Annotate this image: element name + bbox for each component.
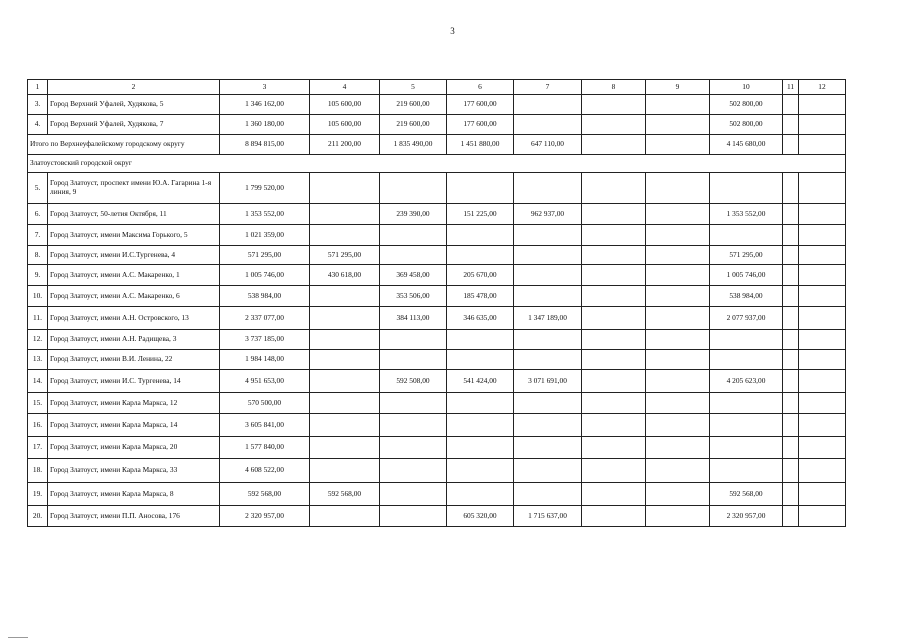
row-number: 18. [28, 459, 48, 483]
value-cell-col-7: 1 715 637,00 [514, 506, 582, 527]
value-cell-col-12 [799, 330, 846, 350]
value-cell-col-12 [799, 246, 846, 265]
value-cell-col-12 [799, 370, 846, 393]
value-cell-col-3: 538 984,00 [220, 286, 310, 307]
total-row [28, 135, 846, 155]
value-cell-col-4 [310, 350, 380, 370]
value-cell-col-10 [710, 173, 783, 204]
value-cell-col-7: 962 937,00 [514, 204, 582, 225]
value-cell-col-7 [514, 225, 582, 246]
value-cell-col-5: 353 506,00 [380, 286, 447, 307]
row-number: 20. [28, 506, 48, 527]
address-cell: Город Златоуст, имени Максима Горького, 5 [48, 225, 220, 246]
total-value-col-6: 1 451 880,00 [447, 135, 514, 155]
scan-edge-mark [8, 634, 28, 638]
address-cell: Город Верхний Уфалей, Худякова, 7 [48, 115, 220, 135]
column-number-4: 4 [310, 80, 380, 95]
total-value-col-3: 8 894 815,00 [220, 135, 310, 155]
value-cell-col-4 [310, 204, 380, 225]
table-row [28, 350, 846, 370]
value-cell-col-8 [582, 265, 646, 286]
value-cell-col-5: 369 458,00 [380, 265, 447, 286]
row-number: 13. [28, 350, 48, 370]
value-cell-col-10 [710, 437, 783, 459]
value-cell-col-11 [783, 370, 799, 393]
value-cell-col-11 [783, 173, 799, 204]
value-cell-col-5 [380, 483, 447, 506]
value-cell-col-8 [582, 437, 646, 459]
value-cell-col-3: 3 737 185,00 [220, 330, 310, 350]
value-cell-col-3: 570 500,00 [220, 393, 310, 414]
value-cell-col-10: 571 295,00 [710, 246, 783, 265]
value-cell-col-4 [310, 225, 380, 246]
value-cell-col-9 [646, 393, 710, 414]
value-cell-col-7 [514, 265, 582, 286]
column-number-row [28, 80, 846, 95]
row-number: 5. [28, 173, 48, 204]
value-cell-col-10: 592 568,00 [710, 483, 783, 506]
table-row [28, 265, 846, 286]
value-cell-col-6 [447, 393, 514, 414]
value-cell-col-4 [310, 173, 380, 204]
value-cell-col-9 [646, 350, 710, 370]
column-number-2: 2 [48, 80, 220, 95]
value-cell-col-5: 592 508,00 [380, 370, 447, 393]
value-cell-col-5: 384 113,00 [380, 307, 447, 330]
value-cell-col-7 [514, 393, 582, 414]
value-cell-col-6 [447, 459, 514, 483]
value-cell-col-5: 219 600,00 [380, 95, 447, 115]
value-cell-col-3: 1 005 746,00 [220, 265, 310, 286]
value-cell-col-9 [646, 286, 710, 307]
value-cell-col-9 [646, 95, 710, 115]
address-cell: Город Златоуст, имени А.С. Макаренко, 1 [48, 265, 220, 286]
value-cell-col-12 [799, 483, 846, 506]
value-cell-col-12 [799, 506, 846, 527]
table-row [28, 95, 846, 115]
value-cell-col-7 [514, 483, 582, 506]
table-row [28, 204, 846, 225]
value-cell-col-8 [582, 225, 646, 246]
value-cell-col-12 [799, 414, 846, 437]
value-cell-col-3: 1 577 840,00 [220, 437, 310, 459]
value-cell-col-12 [799, 115, 846, 135]
section-title: Златоустовский городской округ [28, 155, 846, 173]
value-cell-col-7 [514, 286, 582, 307]
value-cell-col-3: 571 295,00 [220, 246, 310, 265]
address-cell: Город Златоуст, имени П.П. Аносова, 176 [48, 506, 220, 527]
row-number: 3. [28, 95, 48, 115]
value-cell-col-6: 151 225,00 [447, 204, 514, 225]
value-cell-col-6: 177 600,00 [447, 95, 514, 115]
table-row [28, 459, 846, 483]
value-cell-col-6: 205 670,00 [447, 265, 514, 286]
value-cell-col-4: 105 600,00 [310, 115, 380, 135]
table-row [28, 307, 846, 330]
value-cell-col-4 [310, 307, 380, 330]
table-row [28, 115, 846, 135]
value-cell-col-5 [380, 437, 447, 459]
column-number-8: 8 [582, 80, 646, 95]
address-cell: Город Златоуст, имени Карла Маркса, 14 [48, 414, 220, 437]
value-cell-col-8 [582, 393, 646, 414]
value-cell-col-10: 1 353 552,00 [710, 204, 783, 225]
column-number-10: 10 [710, 80, 783, 95]
value-cell-col-9 [646, 173, 710, 204]
address-cell: Город Златоуст, имени Карла Маркса, 12 [48, 393, 220, 414]
value-cell-col-10: 1 005 746,00 [710, 265, 783, 286]
table-body [28, 80, 846, 527]
column-number-9: 9 [646, 80, 710, 95]
value-cell-col-6 [447, 414, 514, 437]
table-row [28, 506, 846, 527]
value-cell-col-6: 346 635,00 [447, 307, 514, 330]
value-cell-col-11 [783, 350, 799, 370]
value-cell-col-7: 1 347 189,00 [514, 307, 582, 330]
value-cell-col-11 [783, 307, 799, 330]
value-cell-col-3: 1 360 180,00 [220, 115, 310, 135]
column-number-3: 3 [220, 80, 310, 95]
row-number: 11. [28, 307, 48, 330]
total-value-col-8 [582, 135, 646, 155]
value-cell-col-11 [783, 204, 799, 225]
total-value-col-11 [783, 135, 799, 155]
value-cell-col-8 [582, 370, 646, 393]
value-cell-col-7 [514, 414, 582, 437]
value-cell-col-12 [799, 437, 846, 459]
address-cell: Город Златоуст, 50-летия Октября, 11 [48, 204, 220, 225]
value-cell-col-3: 1 021 359,00 [220, 225, 310, 246]
value-cell-col-6: 185 478,00 [447, 286, 514, 307]
value-cell-col-3: 1 353 552,00 [220, 204, 310, 225]
table-row [28, 437, 846, 459]
value-cell-col-11 [783, 483, 799, 506]
value-cell-col-11 [783, 414, 799, 437]
value-cell-col-12 [799, 95, 846, 115]
value-cell-col-10: 502 800,00 [710, 95, 783, 115]
row-number: 10. [28, 286, 48, 307]
total-label: Итого по Верхнеуфалейскому городскому округу [28, 135, 220, 155]
value-cell-col-8 [582, 246, 646, 265]
value-cell-col-9 [646, 370, 710, 393]
value-cell-col-3: 4 951 653,00 [220, 370, 310, 393]
total-value-col-10: 4 145 680,00 [710, 135, 783, 155]
value-cell-col-7 [514, 350, 582, 370]
value-cell-col-11 [783, 393, 799, 414]
value-cell-col-11 [783, 246, 799, 265]
value-cell-col-7 [514, 437, 582, 459]
value-cell-col-7 [514, 246, 582, 265]
value-cell-col-3: 3 605 841,00 [220, 414, 310, 437]
value-cell-col-10: 538 984,00 [710, 286, 783, 307]
value-cell-col-8 [582, 350, 646, 370]
value-cell-col-9 [646, 204, 710, 225]
value-cell-col-9 [646, 115, 710, 135]
section-row [28, 155, 846, 173]
value-cell-col-5 [380, 414, 447, 437]
value-cell-col-8 [582, 459, 646, 483]
value-cell-col-7 [514, 95, 582, 115]
address-cell: Город Верхний Уфалей, Худякова, 5 [48, 95, 220, 115]
address-cell: Город Златоуст, имени Карла Маркса, 8 [48, 483, 220, 506]
value-cell-col-9 [646, 506, 710, 527]
value-cell-col-5 [380, 506, 447, 527]
table-row [28, 246, 846, 265]
value-cell-col-10: 4 205 623,00 [710, 370, 783, 393]
total-value-col-5: 1 835 490,00 [380, 135, 447, 155]
value-cell-col-7 [514, 459, 582, 483]
value-cell-col-9 [646, 246, 710, 265]
value-cell-col-11 [783, 115, 799, 135]
value-cell-col-8 [582, 115, 646, 135]
value-cell-col-8 [582, 414, 646, 437]
address-cell: Город Златоуст, имени Карла Маркса, 33 [48, 459, 220, 483]
register-table [27, 79, 846, 527]
table-row [28, 286, 846, 307]
value-cell-col-4 [310, 330, 380, 350]
column-number-11: 11 [783, 80, 799, 95]
row-number: 14. [28, 370, 48, 393]
value-cell-col-9 [646, 459, 710, 483]
value-cell-col-4: 592 568,00 [310, 483, 380, 506]
value-cell-col-9 [646, 414, 710, 437]
value-cell-col-6 [447, 330, 514, 350]
value-cell-col-12 [799, 307, 846, 330]
value-cell-col-8 [582, 483, 646, 506]
value-cell-col-7 [514, 330, 582, 350]
value-cell-col-10 [710, 459, 783, 483]
value-cell-col-4 [310, 370, 380, 393]
value-cell-col-10: 502 800,00 [710, 115, 783, 135]
row-number: 19. [28, 483, 48, 506]
address-cell: Город Златоуст, имени А.С. Макаренко, 6 [48, 286, 220, 307]
value-cell-col-11 [783, 437, 799, 459]
value-cell-col-5 [380, 393, 447, 414]
table-row [28, 483, 846, 506]
row-number: 9. [28, 265, 48, 286]
value-cell-col-11 [783, 330, 799, 350]
address-cell: Город Златоуст, имени И.С.Тургенева, 4 [48, 246, 220, 265]
table-row [28, 370, 846, 393]
value-cell-col-10 [710, 330, 783, 350]
value-cell-col-6 [447, 437, 514, 459]
value-cell-col-6: 541 424,00 [447, 370, 514, 393]
value-cell-col-11 [783, 225, 799, 246]
row-number: 15. [28, 393, 48, 414]
value-cell-col-5 [380, 225, 447, 246]
column-number-7: 7 [514, 80, 582, 95]
value-cell-col-11 [783, 286, 799, 307]
value-cell-col-5 [380, 459, 447, 483]
value-cell-col-9 [646, 483, 710, 506]
value-cell-col-3: 1 984 148,00 [220, 350, 310, 370]
row-number: 16. [28, 414, 48, 437]
value-cell-col-9 [646, 307, 710, 330]
value-cell-col-12 [799, 225, 846, 246]
total-value-col-9 [646, 135, 710, 155]
address-cell: Город Златоуст, имени В.И. Ленина, 22 [48, 350, 220, 370]
value-cell-col-3: 4 608 522,00 [220, 459, 310, 483]
value-cell-col-8 [582, 506, 646, 527]
value-cell-col-6 [447, 246, 514, 265]
total-value-col-4: 211 200,00 [310, 135, 380, 155]
address-cell: Город Златоуст, имени А.Н. Радищева, 3 [48, 330, 220, 350]
value-cell-col-6 [447, 173, 514, 204]
value-cell-col-8 [582, 204, 646, 225]
value-cell-col-8 [582, 173, 646, 204]
value-cell-col-4: 571 295,00 [310, 246, 380, 265]
row-number: 8. [28, 246, 48, 265]
value-cell-col-12 [799, 204, 846, 225]
value-cell-col-8 [582, 307, 646, 330]
address-cell: Город Златоуст, имени А.Н. Островского, 13 [48, 307, 220, 330]
value-cell-col-6 [447, 350, 514, 370]
value-cell-col-3: 2 320 957,00 [220, 506, 310, 527]
value-cell-col-4 [310, 286, 380, 307]
value-cell-col-10 [710, 414, 783, 437]
value-cell-col-3: 2 337 077,00 [220, 307, 310, 330]
value-cell-col-10 [710, 350, 783, 370]
value-cell-col-6 [447, 483, 514, 506]
total-value-col-7: 647 110,00 [514, 135, 582, 155]
page-number: 3 [450, 26, 455, 36]
row-number: 7. [28, 225, 48, 246]
address-cell: Город Златоуст, имени Карла Маркса, 20 [48, 437, 220, 459]
address-cell: Город Златоуст, имени И.С. Тургенева, 14 [48, 370, 220, 393]
table-row [28, 173, 846, 204]
value-cell-col-4 [310, 459, 380, 483]
value-cell-col-11 [783, 506, 799, 527]
value-cell-col-12 [799, 350, 846, 370]
value-cell-col-9 [646, 225, 710, 246]
address-cell: Город Златоуст, проспект имени Ю.А. Гагарина 1-я линия, 9 [48, 173, 220, 204]
column-number-5: 5 [380, 80, 447, 95]
value-cell-col-10: 2 320 957,00 [710, 506, 783, 527]
table-row [28, 330, 846, 350]
value-cell-col-5 [380, 350, 447, 370]
value-cell-col-7 [514, 173, 582, 204]
table-row [28, 393, 846, 414]
value-cell-col-8 [582, 330, 646, 350]
value-cell-col-4: 430 618,00 [310, 265, 380, 286]
value-cell-col-8 [582, 286, 646, 307]
row-number: 12. [28, 330, 48, 350]
value-cell-col-10 [710, 225, 783, 246]
value-cell-col-6 [447, 225, 514, 246]
value-cell-col-4 [310, 506, 380, 527]
value-cell-col-11 [783, 95, 799, 115]
value-cell-col-12 [799, 459, 846, 483]
value-cell-col-8 [582, 95, 646, 115]
value-cell-col-12 [799, 173, 846, 204]
value-cell-col-6: 605 320,00 [447, 506, 514, 527]
value-cell-col-9 [646, 330, 710, 350]
row-number: 17. [28, 437, 48, 459]
table-row [28, 225, 846, 246]
value-cell-col-7 [514, 115, 582, 135]
value-cell-col-9 [646, 265, 710, 286]
column-number-1: 1 [28, 80, 48, 95]
value-cell-col-4 [310, 393, 380, 414]
value-cell-col-3: 1 799 520,00 [220, 173, 310, 204]
column-number-6: 6 [447, 80, 514, 95]
row-number: 4. [28, 115, 48, 135]
value-cell-col-12 [799, 265, 846, 286]
value-cell-col-3: 592 568,00 [220, 483, 310, 506]
value-cell-col-5: 219 600,00 [380, 115, 447, 135]
value-cell-col-5 [380, 246, 447, 265]
value-cell-col-5 [380, 173, 447, 204]
value-cell-col-6: 177 600,00 [447, 115, 514, 135]
row-number: 6. [28, 204, 48, 225]
value-cell-col-4 [310, 437, 380, 459]
column-number-12: 12 [799, 80, 846, 95]
value-cell-col-10: 2 077 937,00 [710, 307, 783, 330]
value-cell-col-3: 1 346 162,00 [220, 95, 310, 115]
value-cell-col-4: 105 600,00 [310, 95, 380, 115]
value-cell-col-5: 239 390,00 [380, 204, 447, 225]
value-cell-col-11 [783, 459, 799, 483]
value-cell-col-12 [799, 286, 846, 307]
value-cell-col-12 [799, 393, 846, 414]
value-cell-col-4 [310, 414, 380, 437]
value-cell-col-10 [710, 393, 783, 414]
value-cell-col-9 [646, 437, 710, 459]
value-cell-col-5 [380, 330, 447, 350]
value-cell-col-7: 3 071 691,00 [514, 370, 582, 393]
total-value-col-12 [799, 135, 846, 155]
table-row [28, 414, 846, 437]
value-cell-col-11 [783, 265, 799, 286]
